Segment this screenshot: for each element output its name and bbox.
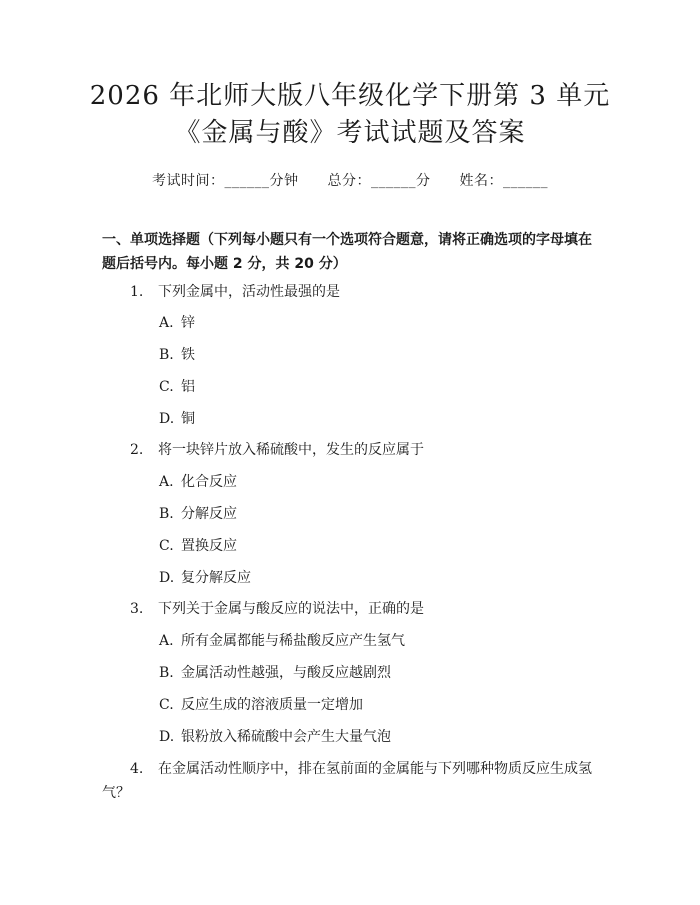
student-name-field: 姓名：______ xyxy=(459,173,548,189)
option-letter: A. xyxy=(159,315,174,331)
question-1-option-a xyxy=(159,313,195,333)
question-number: 2. xyxy=(130,442,144,458)
option-letter: C. xyxy=(159,697,174,713)
section-1-heading: 一、单项选择题（下列每小题只有一个选项符合题意，请将正确选项的字母填在题后括号内。每小题 2 分，共 20 分） xyxy=(102,232,592,272)
question-3 xyxy=(130,598,610,620)
question-2-option-d xyxy=(159,568,251,588)
option-letter: A. xyxy=(159,474,174,490)
question-3-option-d xyxy=(159,727,391,747)
total-score-field: 总分：______分 xyxy=(327,173,431,189)
question-1-option-c xyxy=(159,377,195,397)
question-number: 4. xyxy=(130,761,144,777)
question-2-option-b xyxy=(159,504,237,524)
question-4 xyxy=(102,757,602,805)
option-letter: D. xyxy=(159,411,175,427)
option-letter: C. xyxy=(159,379,174,395)
question-text: 在金属活动性顺序中，排在氢前面的金属能与下列哪种物质反应生成氢气？ xyxy=(102,761,592,801)
option-text: 铝 xyxy=(181,379,195,395)
title-line-1: 2026 年北师大版八年级化学下册第 3 单元 xyxy=(89,81,611,111)
option-text: 锌 xyxy=(181,315,195,331)
title-line-2: 《金属与酸》考试试题及答案 xyxy=(174,118,526,148)
exam-meta xyxy=(0,170,700,190)
question-3-option-b xyxy=(159,663,391,683)
question-text: 将一块锌片放入稀硫酸中，发生的反应属于 xyxy=(158,442,424,458)
option-text: 复分解反应 xyxy=(181,570,251,586)
question-text: 下列关于金属与酸反应的说法中，正确的是 xyxy=(158,601,424,617)
option-text: 金属活动性越强，与酸反应越剧烈 xyxy=(181,665,391,681)
question-number: 3. xyxy=(130,601,144,617)
option-text: 置换反应 xyxy=(181,538,237,554)
option-letter: C. xyxy=(159,538,174,554)
option-text: 所有金属都能与稀盐酸反应产生氢气 xyxy=(181,633,405,649)
question-number: 1. xyxy=(130,284,144,300)
question-1 xyxy=(130,281,610,303)
option-letter: B. xyxy=(159,347,174,363)
question-2-option-c xyxy=(159,536,237,556)
question-3-option-c xyxy=(159,695,363,715)
question-text: 下列金属中，活动性最强的是 xyxy=(158,284,340,300)
question-2-option-a xyxy=(159,472,237,492)
option-letter: B. xyxy=(159,665,174,681)
question-3-option-a xyxy=(159,631,405,651)
exam-time-field: 考试时间：______分钟 xyxy=(152,173,299,189)
question-1-option-b xyxy=(159,345,195,365)
option-letter: B. xyxy=(159,506,174,522)
option-letter: D. xyxy=(159,570,175,586)
question-1-option-d xyxy=(159,409,195,429)
option-text: 分解反应 xyxy=(181,506,237,522)
option-letter: A. xyxy=(159,633,174,649)
option-text: 化合反应 xyxy=(181,474,237,490)
question-2 xyxy=(130,439,610,461)
option-text: 铁 xyxy=(181,347,195,363)
option-text: 银粉放入稀硫酸中会产生大量气泡 xyxy=(181,729,391,745)
page-title xyxy=(0,78,700,152)
option-letter: D. xyxy=(159,729,175,745)
option-text: 反应生成的溶液质量一定增加 xyxy=(181,697,363,713)
option-text: 铜 xyxy=(181,411,195,427)
